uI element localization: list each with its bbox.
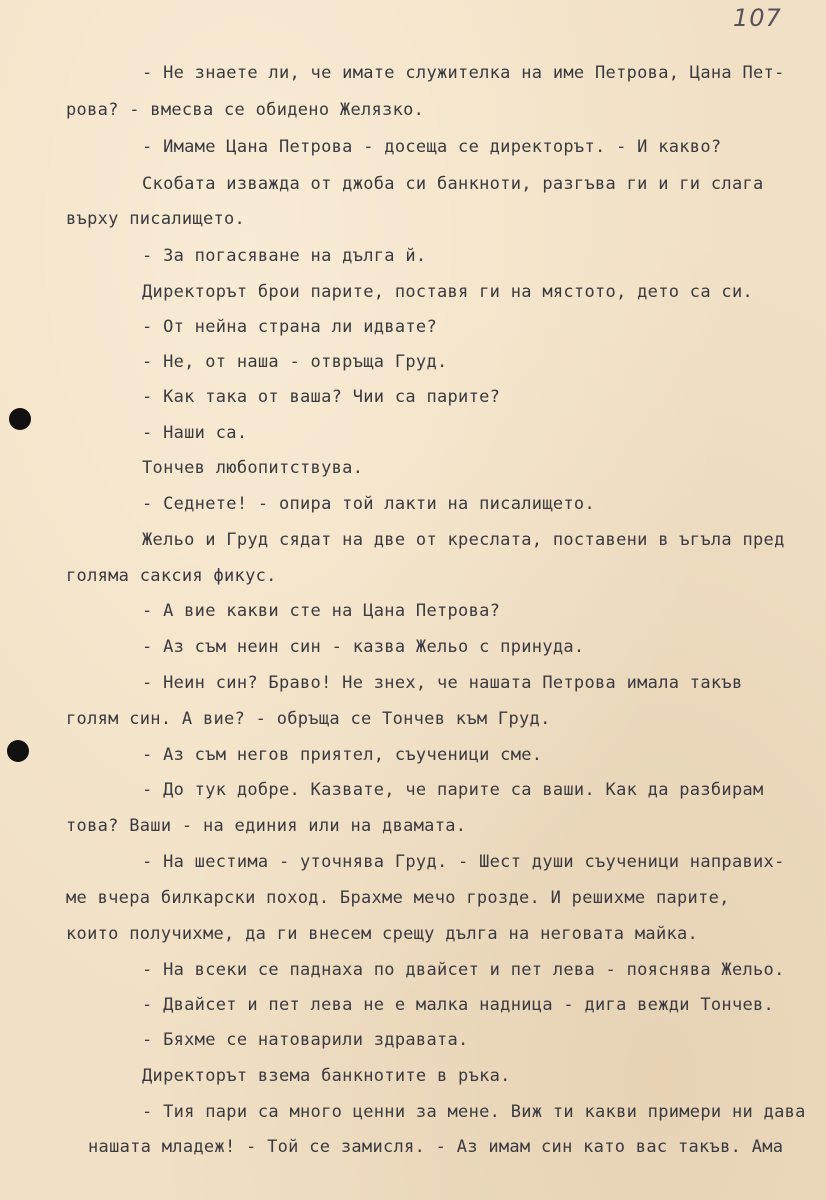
text-line: Директорът взема банкнотите в ръка. (142, 1066, 511, 1086)
text-line: - Седнете! - опира той лакти на писалището. (142, 494, 595, 514)
text-line: - На шестима - уточнява Груд. - Шест души съученици направих- (142, 852, 785, 872)
text-line: - Двайсет и пет лева не е малка надница - дига вежди Тончев. (142, 995, 775, 1015)
text-line: - От нейна страна ли идвате? (142, 317, 437, 337)
punch-hole (7, 740, 29, 762)
text-line: ме вчера билкарски поход. Брахме мечо грозде. И решихме парите, (66, 888, 730, 908)
text-line: върху писалището. (66, 209, 246, 229)
text-line: Скобата изважда от джоба си банкноти, разгъва ги и ги слага (142, 174, 764, 194)
text-line: - Тия пари са много ценни за мене. Виж ти какви примери ни дава (142, 1102, 806, 1122)
text-line: - За погасяване на дълга й. (142, 246, 427, 266)
text-line: рова? - вмесва се обидено Желязко. (66, 100, 425, 120)
text-line: - Неин син? Браво! Не знех, че нашата Петрова имала такъв (142, 673, 743, 693)
text-line: - Как така от ваша? Чии са парите? (142, 387, 501, 407)
text-line: които получихме, да ги внесем срещу дълга на неговата майка. (66, 924, 699, 944)
text-line: нашата младеж! - Той се замисля. - Аз имам син като вас такъв. Ама (88, 1137, 784, 1157)
text-line: Жельо и Груд сядат на две от креслата, поставени в ъгъла пред (142, 530, 785, 550)
text-line: - Не, от наша - отвръща Груд. (142, 352, 448, 372)
page-number: 107 (733, 4, 782, 32)
punch-hole (9, 408, 31, 430)
text-line: - На всеки се паднаха по двайсет и пет лева - пояснява Жельо. (142, 960, 785, 980)
text-line: голям син. А вие? - обръща се Тончев към Груд. (66, 709, 551, 729)
text-line: - Имаме Цана Петрова - досеща се директорът. - И какво? (142, 137, 722, 157)
text-line: - Аз съм негов приятел, съученици сме. (142, 745, 543, 765)
text-line: Директорът брои парите, поставя ги на мястото, дето са си. (142, 282, 754, 302)
text-line: това? Ваши - на единия или на двамата. (66, 816, 467, 836)
text-line: голяма саксия фикус. (66, 566, 277, 586)
text-line: Тончев любопитствува. (142, 458, 364, 478)
text-line: - А вие какви сте на Цана Петрова? (142, 601, 501, 621)
text-line: - Не знаете ли, че имате служителка на име Петрова, Цана Пет- (142, 63, 785, 83)
text-line: - Бяхме се натоварили здравата. (142, 1030, 469, 1050)
text-line: - Наши са. (142, 423, 248, 443)
text-line: - Аз съм неин син - казва Жельо с принуда. (142, 637, 585, 657)
text-line: - До тук добре. Казвате, че парите са ваши. Как да разбирам (142, 780, 764, 800)
